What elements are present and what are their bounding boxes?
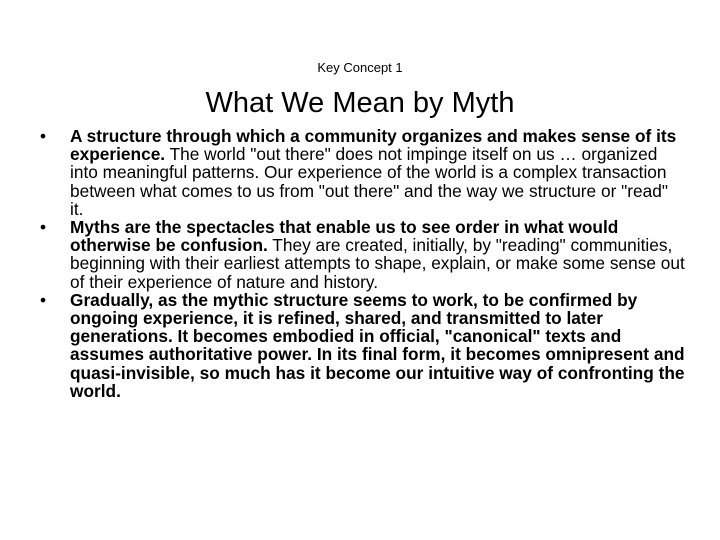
bullet-item [36, 291, 686, 400]
bullet-dot-icon: • [40, 217, 47, 238]
bullet-item [36, 218, 686, 291]
bullet-dot-icon: • [40, 289, 47, 310]
bullet-bold-text: Gradually, as the mythic structure seems to work, to be confirmed by ongoing experience, it is refined, shared, and transmitted to later generations. It becomes embodied in official, "canonical" texts and assumes authoritative power. In its final form, it becomes omnipresent and quasi-invisible, so much has it become our intuitive way of confronting the world. [70, 289, 685, 401]
bullet-dot-icon: • [40, 126, 47, 146]
bullet-item [36, 127, 686, 218]
bullet-bold-text: Myths are the spectacles that enable us to see order in what would otherwise be confusion. [70, 217, 619, 256]
bullet-text: The world "out there" does not impinge itself on us … organized into meaningful patterns. Our experience of the world is a complex transaction between what comes to us from "out there" and the way we structure or "read" it. [70, 144, 668, 219]
bullet-list [36, 127, 686, 400]
bullet-text: They are created, initially, by "reading" communities, beginning with their earliest attempts to shape, explain, or make some sense out of their experience of nature and history. [70, 235, 685, 292]
slide-title: What We Mean by Myth [205, 87, 515, 119]
key-concept-label: Key Concept 1 [317, 60, 403, 75]
bullet-bold-text: A structure through which a community organizes and makes sense of its experience. [70, 126, 677, 165]
